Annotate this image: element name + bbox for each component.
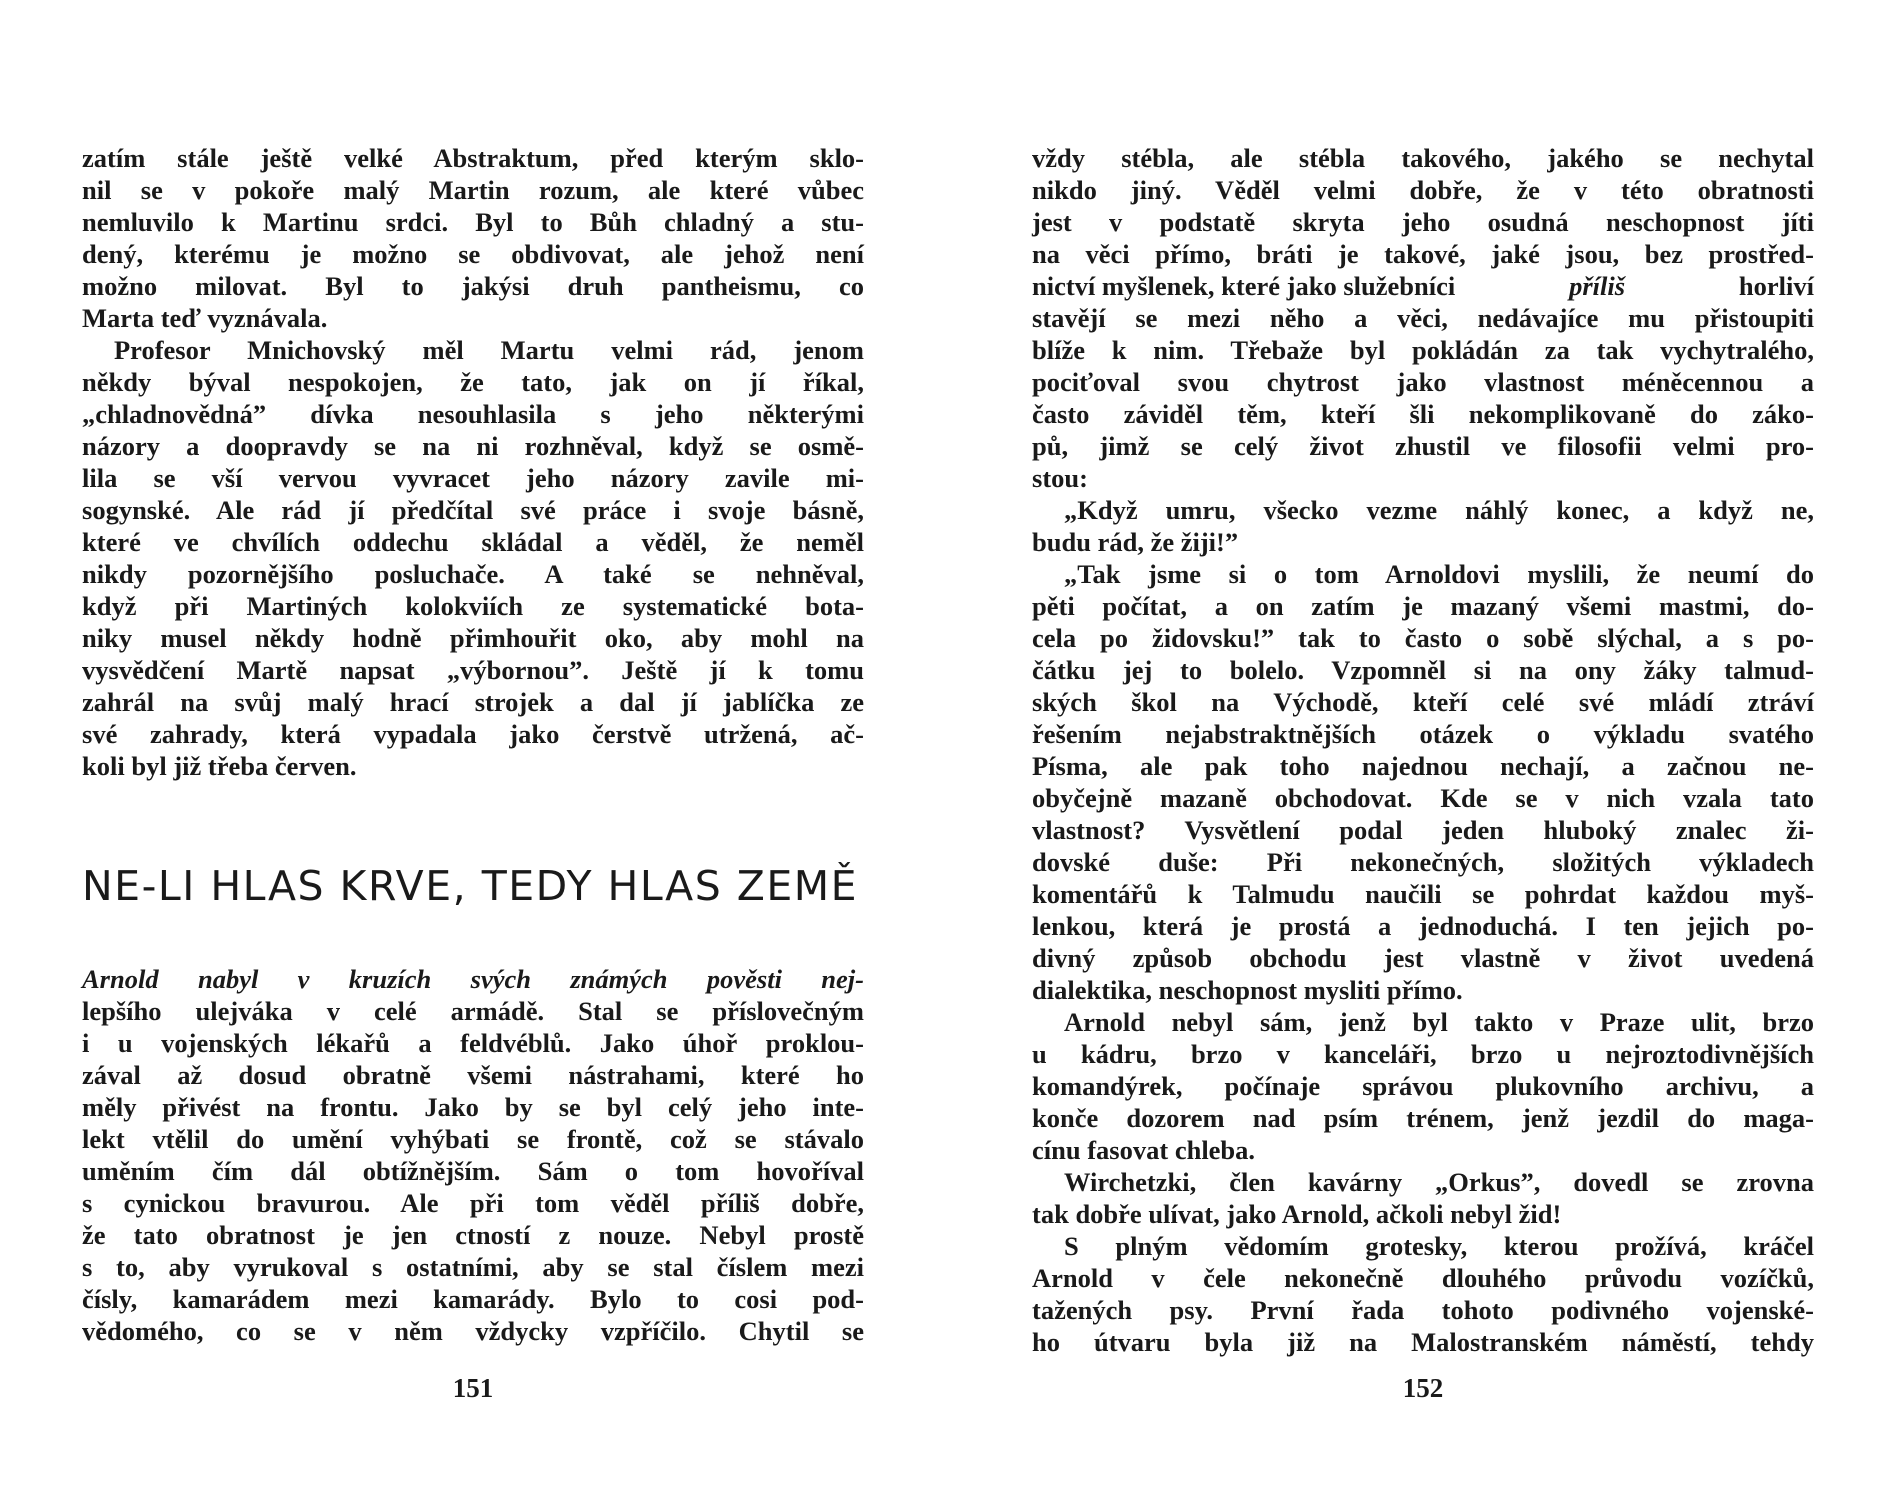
page-number: 151 — [452, 1373, 494, 1403]
text-line: stavějí se mezi něho a věci, nedávajíce mu přistoupiti — [1032, 303, 1814, 333]
text-line: pociťoval svou chytrost jako vlastnost méněcennou a — [1032, 367, 1814, 397]
text-line: Arnold nebyl sám, jenž byl takto v Praze ulit, brzo — [1064, 1007, 1814, 1037]
text-line: s cynickou bravurou. Ale při tom věděl příliš dobře, — [82, 1188, 864, 1218]
text-line: dialektika, neschopnost mysliti přímo. — [1032, 975, 1463, 1005]
text-line: na věci přímo, bráti je takové, jaké jsou, bez prostřed- — [1032, 239, 1814, 269]
italic-emphasis: příliš — [1569, 271, 1626, 301]
text-line: Písma, ale pak toho najednou nechají, a začnou ne- — [1032, 751, 1814, 781]
text-line: „Tak jsme si o tom Arnoldovi myslili, že neumí do — [1064, 559, 1814, 589]
text-line: čátku jej to bolelo. Vzpomněl si na ony žáky talmud- — [1032, 655, 1814, 685]
text-line: zatím stále ještě velké Abstraktum, před kterým sklo- — [82, 143, 864, 173]
text-line: často záviděl těm, kteří šli nekomplikovaně do záko- — [1032, 399, 1814, 429]
text-line: své zahrady, která vypadala jako čerstvě utržená, ač- — [82, 719, 864, 749]
text-line: Arnold v čele nekonečně dlouhého průvodu vozíčků, — [1032, 1263, 1814, 1293]
text-line: nemluvilo k Martinu srdci. Byl to Bůh chladný a stu- — [82, 207, 864, 237]
text-line: tak dobře ulívat, jako Arnold, ačkoli nebyl žid! — [1032, 1199, 1562, 1229]
text-line: komandýrek, počínaje správou plukovního archivu, a — [1032, 1071, 1814, 1101]
text-line: ských škol na Východě, kteří celé své mládí ztráví — [1032, 687, 1814, 717]
text-line: „Když umru, všecko vezme náhlý konec, a když ne, — [1064, 495, 1814, 525]
text-line: někdy býval nespokojen, že tato, jak on jí říkal, — [82, 367, 864, 397]
text-line: vždy stébla, ale stébla takového, jakého se nechytal — [1032, 143, 1814, 173]
text-line: cínu fasovat chleba. — [1032, 1135, 1256, 1165]
text-line: divný způsob obchodu jest vlastně v život uvedená — [1032, 943, 1814, 973]
text-line: dený, kterému je možno se obdivovat, ale jehož není — [82, 239, 864, 269]
text-segment: horliví — [1738, 271, 1814, 301]
text-line: Marta teď vyznávala. — [82, 303, 328, 333]
right-page — [1032, 0, 1814, 1500]
text-line: vědomého, co se v něm vždycky vzpříčilo. Chytil se — [82, 1316, 864, 1346]
text-line: že tato obratnost je jen ctností z nouze. Nebyl prostě — [82, 1220, 864, 1250]
text-line: „chladnovědná” dívka nesouhlasila s jeho některými — [82, 399, 864, 429]
text-line: sogynské. Ale rád jí předčítal své práce i svoje básně, — [82, 495, 864, 525]
page-number: 152 — [1402, 1373, 1444, 1403]
text-line: konče dozorem nad psím trénem, jenž jezdil do maga- — [1032, 1103, 1814, 1133]
text-line: blíže k nim. Třebaže byl pokládán za tak vychytralého, — [1032, 335, 1814, 365]
text-line: cela po židovsku!” tak to často o sobě slýchal, a s po- — [1032, 623, 1814, 653]
chapter-heading: NE-LI HLAS KRVE, TEDY HLAS ZEMĚ — [82, 862, 859, 910]
right-text-block — [1032, 142, 1814, 1358]
text-line: které ve chvílích oddechu skládal a věděl, že neměl — [82, 527, 864, 557]
text-line: názory a doopravdy se na ni rozhněval, když se osmě- — [82, 431, 864, 461]
text-line: jest v podstatě skryta jeho osudná neschopnost jíti — [1032, 207, 1814, 237]
text-line: dovské duše: Při nekonečných, složitých výkladech — [1032, 847, 1814, 877]
text-line-italic: Arnold nabyl v kruzích svých známých pověsti nej- — [82, 964, 864, 994]
text-line-mixed — [1032, 270, 1814, 302]
text-line: pěti počítat, a on zatím je mazaný všemi mastmi, do- — [1032, 591, 1814, 621]
text-line: obyčejně mazaně obchodovat. Kde se v nich vzala tato — [1032, 783, 1814, 813]
text-line: niky musel někdy hodně přimhouřit oko, aby mohl na — [82, 623, 864, 653]
text-line: ho útvaru byla již na Malostranském náměstí, tehdy — [1032, 1327, 1814, 1357]
text-line: lepšího ulejváka v celé armádě. Stal se příslovečným — [82, 996, 864, 1026]
text-line: zahrál na svůj malý hrací strojek a dal jí jablíčka ze — [82, 687, 864, 717]
text-line: Profesor Mnichovský měl Martu velmi rád, jenom — [114, 335, 864, 365]
text-line: možno milovat. Byl to jakýsi druh pantheismu, co — [82, 271, 864, 301]
text-line: koli byl již třeba červen. — [82, 751, 357, 781]
left-text-block-1 — [82, 142, 864, 782]
text-line: když při Martiných kolokviích ze systematické bota- — [82, 591, 864, 621]
text-line: u kádru, brzo v kanceláři, brzo u nejroztodivnějších — [1032, 1039, 1814, 1069]
text-line: pů, jimž se celý život zhustil ve filosofii velmi pro- — [1032, 431, 1814, 461]
text-line: měly přivést na frontu. Jako by se byl celý jeho inte- — [82, 1092, 864, 1122]
text-line: S plným vědomím grotesky, kterou prožívá, kráčel — [1064, 1231, 1814, 1261]
text-line: lila se vší vervou vyvracet jeho názory zavile mi- — [82, 463, 864, 493]
text-line: stou: — [1032, 463, 1088, 493]
text-line: zával až dosud obratně všemi nástrahami, které ho — [82, 1060, 864, 1090]
text-line: vysvědčení Martě napsat „výbornou”. Ještě jí k tomu — [82, 655, 864, 685]
text-line: vlastnost? Vysvětlení podal jeden hluboký znalec ži- — [1032, 815, 1814, 845]
text-line: čísly, kamarádem mezi kamarády. Bylo to cosi pod- — [82, 1284, 864, 1314]
text-line: lenkou, která je prostá a jednoduchá. I ten jejich po- — [1032, 911, 1814, 941]
text-line: nikdy pozornějšího posluchače. A také se nehněval, — [82, 559, 864, 589]
text-line: tažených psy. První řada tohoto podivného vojenské- — [1032, 1295, 1814, 1325]
text-line: komentářů k Talmudu naučili se pohrdat každou myš- — [1032, 879, 1814, 909]
text-line: řešením nejabstraktnějších otázek o výkladu svatého — [1032, 719, 1814, 749]
text-line: lekt vtělil do umění vyhýbati se frontě, což se stávalo — [82, 1124, 864, 1154]
text-line: s to, aby vyrukoval s ostatními, aby se stal číslem mezi — [82, 1252, 864, 1282]
text-line: i u vojenských lékařů a feldvéblů. Jako úhoř proklou- — [82, 1028, 864, 1058]
left-text-block-2 — [82, 963, 864, 1347]
text-line: uměním čím dál obtížnějším. Sám o tom hovoříval — [82, 1156, 864, 1186]
text-segment: nictví myšlenek, které jako služebníci — [1032, 271, 1456, 301]
text-line: budu rád, že žiji!” — [1032, 527, 1239, 557]
text-line: nil se v pokoře malý Martin rozum, ale které vůbec — [82, 175, 864, 205]
left-page — [82, 0, 864, 1500]
text-line: Wirchetzki, člen kavárny „Orkus”, dovedl se zrovna — [1064, 1167, 1814, 1197]
text-line: nikdo jiný. Věděl velmi dobře, že v této obratnosti — [1032, 175, 1814, 205]
